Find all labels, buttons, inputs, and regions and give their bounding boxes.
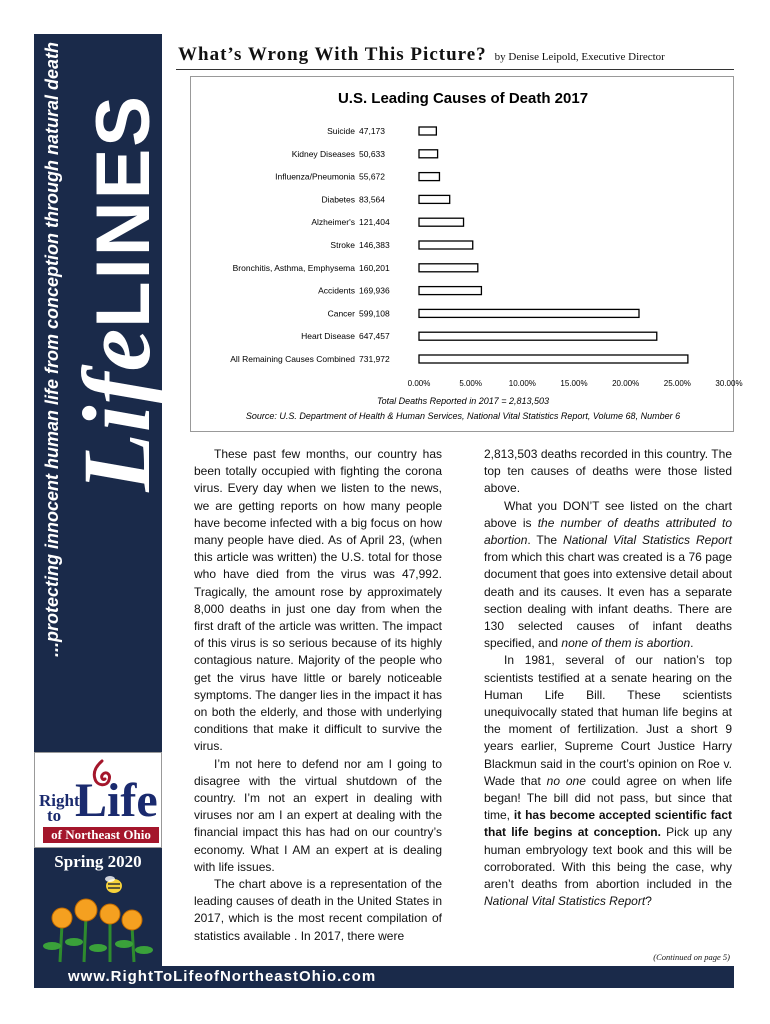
value-label: 50,633 [359, 148, 385, 159]
category-label: Bronchitis, Asthma, Emphysema [232, 262, 355, 273]
logo-to: to [47, 806, 62, 825]
value-label: 169,936 [359, 285, 390, 296]
report-title: National Vital Statistics Report [484, 894, 646, 909]
value-label: 121,404 [359, 217, 390, 228]
logo-right-to [39, 793, 80, 823]
category-label: Cancer [327, 308, 355, 319]
category-label: Accidents [318, 285, 355, 296]
issue-season: Spring 2020 [54, 852, 142, 871]
footer-url[interactable]: www.RightToLifeofNortheastOhio.com [34, 966, 734, 988]
value-label: 647,457 [359, 331, 390, 342]
bar [419, 309, 639, 317]
category-label: Influenza/Pneumonia [275, 171, 355, 182]
text-run: . [690, 636, 694, 651]
bar [419, 355, 688, 363]
flowers-illustration [40, 872, 156, 962]
value-label: 599,108 [359, 308, 390, 319]
category-label: Diabetes [321, 194, 355, 205]
chart-source: Source: U.S. Department of Health & Human Services, National Vital Statistics Report, Volume 68, Number 6 [245, 410, 681, 421]
category-label: Heart Disease [301, 331, 355, 342]
text-run: could agree on when life began! The bill did not pass, but since that time, [484, 773, 732, 823]
paragraph [484, 498, 732, 653]
category-label: All Remaining Causes Combined [230, 354, 355, 364]
bar [419, 218, 464, 226]
masthead-life: Life [63, 327, 170, 492]
bar [419, 150, 438, 158]
bar [419, 332, 657, 340]
text-run: What you DON’T see listed on the chart above is [484, 498, 732, 530]
category-label: Stroke [330, 240, 355, 250]
category-label: Alzheimer's [311, 217, 355, 228]
article-header [178, 44, 738, 66]
chart-total-note: Total Deaths Reported in 2017 = 2,813,503 [376, 395, 550, 406]
article-column-1 [194, 446, 442, 945]
value-label: 83,564 [359, 194, 385, 205]
continued-note: (Continued on page 5) [653, 952, 730, 962]
masthead [63, 94, 170, 714]
value-label: 146,383 [359, 240, 390, 250]
text-run: from which this chart was created is a 76 page document that goes into extensive detail about death and its causes. It even has a separate section dealing with infant deaths. There are 130 selected causes of infant deaths specified, and [484, 550, 732, 651]
value-label: 55,672 [359, 171, 385, 182]
paragraph: 2,813,503 deaths recorded in this country. The top ten causes of deaths were those listed above. [484, 447, 732, 496]
chart-title: U.S. Leading Causes of Death 2017 [337, 90, 589, 107]
header-rule [176, 69, 734, 70]
paragraph [484, 652, 732, 910]
bar [419, 287, 481, 295]
text-run: . The [527, 533, 564, 548]
value-label: 47,173 [359, 126, 385, 136]
report-title: National Vital Statistics Report [563, 533, 732, 548]
value-label: 731,972 [359, 354, 390, 364]
logo-org: of Northeast Ohio [43, 827, 159, 843]
x-tick-label: 30.00% [715, 378, 743, 388]
bar [419, 264, 478, 272]
paragraph: The chart above is a representation of the leading causes of death in the United States in 2017, which is the most recent compilation of statistics available . In 2017, there were [194, 877, 442, 943]
bar [419, 241, 473, 249]
category-label: Suicide [327, 126, 355, 136]
emphasis: no one [546, 773, 586, 788]
article-column-2 [484, 446, 732, 910]
x-tick-label: 5.00% [459, 378, 483, 388]
x-tick-label: 0.00% [407, 378, 431, 388]
logo-right: Right [39, 791, 80, 810]
emphasis: the number of deaths attributed to abortion [484, 515, 732, 548]
x-tick-label: 10.00% [508, 378, 536, 388]
value-label: 160,201 [359, 262, 390, 273]
tagline: ...protecting innocent human life from conception through natural death [42, 42, 62, 658]
chart-svg [191, 77, 743, 433]
emphasis: none of them is abortion [561, 636, 691, 651]
x-tick-label: 25.00% [663, 378, 691, 388]
logo-life: Life [75, 774, 158, 827]
bar [419, 173, 439, 181]
bar [419, 195, 450, 203]
article-byline: by Denise Leipold, Executive Director [494, 51, 665, 63]
text-run: ? [645, 894, 652, 909]
right-to-life-logo [34, 752, 162, 848]
bar [419, 127, 436, 135]
text-run: Pick up any human embryology text book and this will be corroborated. With this being the case, why aren’t deaths from abortion included in the [484, 825, 732, 892]
category-label: Kidney Diseases [291, 148, 355, 159]
article-title: What’s Wrong With This Picture? [178, 44, 487, 65]
bold-statement: it has become accepted scientific fact that life begins at conception. [484, 808, 732, 840]
paragraph: These past few months, our country has been totally occupied with fighting the corona virus. Every day when we listen to the news, we are getting reports on how many people have become infected with a big focus on how many people have died. As of April 23, (when this article was written) the U.S. total for those who have died from the virus was 47,992. Tragically, the amount rose by approximately 8,000 deaths in just one day from when the first draft of the article was written. The impact of this virus is so serious because of its highly contagious nature. Majority of the people who get the virus have little or barely noticeable symptoms. The danger lies in the impact it has on both the elderly, and those with underlying conditions that make it difficult to survive the virus. [194, 447, 442, 754]
text-run: In 1981, several of our nation’s top scientists testified at a senate hearing on the Human Life Bill. These scientists unequivocally stated that human life begins at the moment of fertilization. Just a short 9 years earlier, Supreme Court Justice Harry Blackmun said in the court’s opinion on Roe v. Wade that [484, 653, 732, 788]
x-tick-label: 20.00% [612, 378, 640, 388]
masthead-lines: LINES [81, 94, 166, 328]
death-causes-chart [190, 76, 743, 432]
x-tick-label: 15.00% [560, 378, 588, 388]
paragraph: I’m not here to defend nor am I going to disagree with the virtual shutdown of the country. I’m not an expert in dealing with viruses nor am I an expert at dealing with the financial impact this has had on our country’s economy. What I AM an expert at is dealing with life issues. [194, 756, 442, 874]
